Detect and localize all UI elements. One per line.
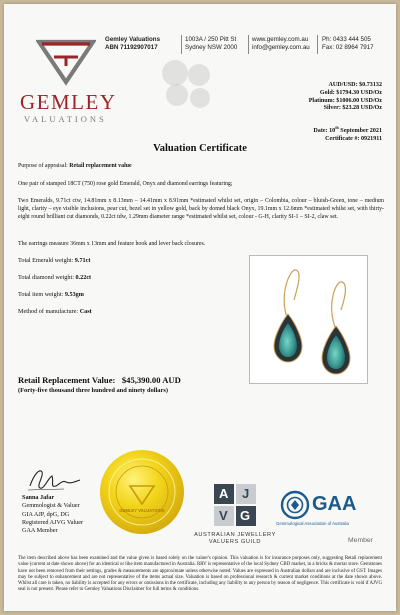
replacement-value-line	[18, 375, 181, 385]
ajvg-letter: G	[240, 508, 251, 523]
certificate-title: Valuation Certificate	[153, 143, 247, 154]
silver-rate: Silver: $23.28 USD/Oz	[323, 105, 382, 112]
replacement-amount: $45,390.00 AUD	[121, 375, 181, 385]
date-block	[242, 124, 382, 144]
signatory-role: Gemmologist & Valuer	[22, 502, 80, 510]
header-divider	[181, 35, 182, 54]
purpose-line	[18, 162, 384, 170]
aud-usd-rate: AUD/USD: $0.73132	[328, 82, 382, 88]
date-suffix: th	[335, 125, 339, 130]
date-rest: September 2021	[338, 128, 382, 135]
ajvg-letters	[214, 484, 256, 528]
header-company-block	[105, 36, 160, 52]
gold-seal	[100, 450, 184, 534]
date-day: 10	[329, 128, 336, 135]
platinum-rate: Platinum: $1006.00 USD/Oz	[308, 97, 382, 104]
address-line2: Sydney NSW 2000	[185, 44, 238, 51]
header-divider	[317, 35, 318, 54]
metal-rates	[252, 82, 382, 113]
watermark-circle	[188, 64, 210, 86]
address-line1: 1003A / 250 Pitt St	[185, 36, 237, 43]
gaa-subtitle: Gemmological Association of Australia	[276, 521, 349, 526]
gaa-globe-icon	[280, 490, 310, 520]
gaa-member-label: Member	[348, 537, 373, 544]
website-link[interactable]: www.gemley.com.au	[252, 36, 309, 43]
phone-number: Ph: 0433 444 505	[322, 36, 371, 43]
stat-diamond	[18, 274, 91, 281]
logo-subtitle: VALUATIONS	[24, 114, 107, 124]
stat-label: Total Emerald weight:	[18, 257, 75, 264]
item-details: Two Emeralds, 9.71ct ctw, 14.81mm x 8.13mm – 14.41mm x 8.91mm *estimated whilst set, origin – Colombia, colour – bluish-Green, tone – medium light, clarity – eye visible inclusions, pear cut, bezel set in yellow gold, back by domed black Onyx, 19.1mm x 12.6mm *estimated whilst set, with thirty-eight round brilliant cut diamonds, 0.22ct tdw, 1.29mm diameter range *estimated whilst set, colour - G-H, clarity SI-1 – SI-2, claw set.	[18, 198, 384, 220]
ajvg-line1: AUSTRALIAN JEWELLERY	[194, 532, 276, 538]
seal-text: GEMLEY VALUATIONS	[119, 508, 165, 513]
disclaimer: The item described above has been examined and the value given is based solely on the valuer's opinion. This valuation is for insurance purposes only, suggesting Retail replacement value (current at date shown above) for an identical or like item manufactured in Australia. RRV is representative of the local Sydney CBD market, in a bricks & mortar store. Gemstones have not been removed from their settings, grades & measurements are approximate unless otherwise noted. Values are expressed in Australian dollars and are inclusive of GST. Images may be subject to enhancement and are not representative of the items actual size. Valuation is based on professional research & current market conditions at the date shown above. Whilst all care is taken, no liability is accepted for any errors or omissions in the certificate, including any liability to any person by reason of negligence. This certificate is void if AJVG seal is not present. Please refer to Gemley Valuations Disclaimer for full terms & conditions.	[18, 556, 382, 593]
watermark-circle	[162, 60, 188, 86]
email-link[interactable]: info@gemley.com.au	[252, 44, 310, 51]
item-measurements: The earrings measure 36mm x 13mm and feature hook and lever back closures.	[18, 241, 206, 247]
abn: ABN 71192907017	[105, 44, 158, 51]
stat-label: Total diamond weight:	[18, 274, 76, 281]
purpose-label: Purpose of appraisal:	[18, 163, 70, 169]
gemley-diamond-logo-icon	[36, 34, 96, 86]
stat-label: Total item weight:	[18, 291, 65, 298]
signatory-block	[22, 494, 83, 535]
item-description: One pair of stamped 18CT (750) rose gold Emerald, Onyx and diamond earrings featuring;	[18, 181, 233, 187]
signatory-registration: Registered AJVG Valuer	[22, 518, 84, 526]
certificate-number: Certificate #: 0921911	[325, 135, 382, 142]
stat-value: 0.22ct	[75, 274, 92, 281]
stat-value: 9.53gm	[64, 291, 84, 298]
header-phone-block	[322, 36, 374, 52]
stat-label: Method of manufacture:	[18, 308, 80, 315]
watermark-circle	[190, 88, 210, 108]
replacement-words: (Forty-five thousand three hundred and ninety dollars)	[18, 387, 168, 394]
fax-number: Fax: 02 8964 7917	[322, 44, 374, 51]
replacement-label: Retail Replacement Value:	[18, 375, 116, 385]
company-name: Gemley Valuations	[105, 36, 161, 43]
purpose-value: Retail replacement value	[69, 163, 132, 169]
watermark-circle	[166, 84, 188, 106]
date-label: Date:	[313, 128, 330, 135]
signatory-qualifications: GIA AJP, dpG, DG	[22, 510, 70, 518]
ajvg-letter: J	[242, 486, 250, 501]
ajvg-caption	[194, 532, 276, 546]
signatory-membership: GAA Member	[22, 527, 58, 535]
signatory-name: Sanna Jafar	[22, 494, 55, 501]
stat-manufacture	[18, 308, 92, 315]
signature-icon	[24, 464, 84, 494]
gaa-wordmark: GAA	[312, 493, 357, 515]
stat-emerald	[18, 257, 90, 264]
header-web-block	[252, 36, 310, 52]
stat-value: Cast	[79, 308, 92, 315]
earrings-image-icon	[250, 256, 367, 383]
ajvg-letter: A	[219, 486, 229, 501]
stat-item-weight	[18, 291, 84, 298]
earrings-photo	[249, 255, 368, 384]
stat-value: 9.71ct	[74, 257, 91, 264]
ajvg-letter: V	[219, 508, 228, 523]
certificate-page	[4, 4, 396, 611]
gold-rate: Gold: $1794.30 USD/Oz	[319, 89, 382, 96]
header-address-block	[185, 36, 237, 52]
header-divider	[248, 35, 249, 54]
ajvg-line2: VALUERS GUILD	[208, 539, 262, 545]
logo-wordmark: GEMLEY	[20, 90, 117, 114]
seal-emblem-icon	[100, 450, 184, 534]
